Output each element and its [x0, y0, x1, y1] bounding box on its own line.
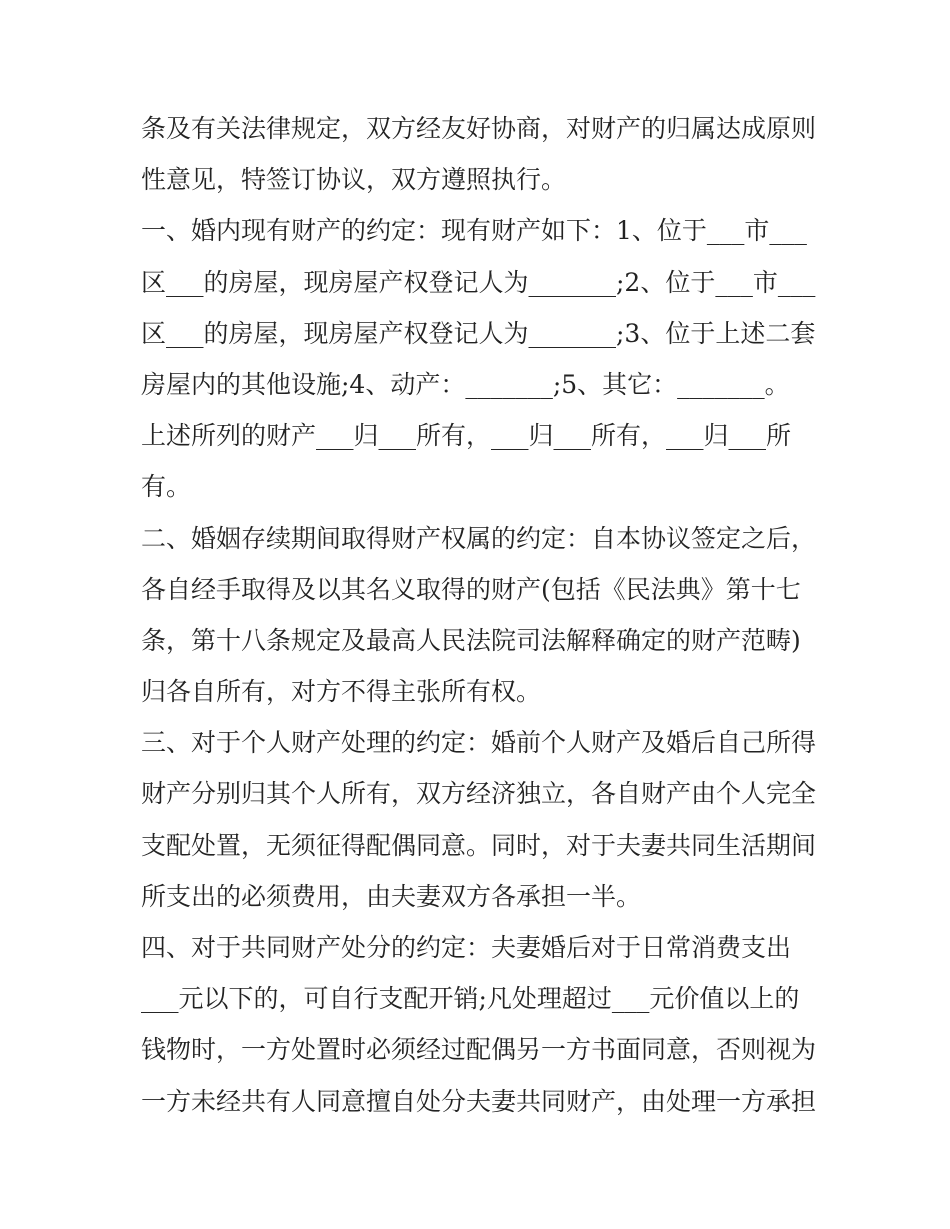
text-line: 房屋内的其他设施;4、动产：_______;5、其它：_______。 — [141, 369, 790, 399]
text-line: 区___的房屋，现房屋产权登记人为_______;2、位于___市___ — [141, 267, 816, 297]
text-line: 区___的房屋，现房屋产权登记人为_______;3、位于上述二套 — [141, 318, 816, 348]
text-line: 一、婚内现有财产的约定：现有财产如下：1、位于___市___ — [141, 216, 807, 246]
text-line: ___元以下的，可自行支配开销;凡处理超过___元价值以上的 — [141, 984, 800, 1014]
text-line: 三、对于个人财产处理的约定：婚前个人财产及婚后自己所得 — [141, 728, 817, 758]
text-line: 钱物时，一方处置时必须经过配偶另一方书面同意，否则视为 — [141, 1035, 817, 1065]
text-line: 上述所列的财产___归___所有，___归___所有，___归___所 — [141, 421, 792, 451]
document-body — [141, 103, 821, 1127]
text-line: 归各自所有，对方不得主张所有权。 — [141, 677, 542, 707]
text-line: 有。 — [141, 472, 192, 502]
text-line: 支配处置，无须征得配偶同意。同时，对于夫妻共同生活期间 — [141, 830, 817, 860]
text-line: 二、婚姻存续期间取得财产权属的约定：自本协议签定之后， — [141, 523, 817, 553]
text-line: 条及有关法律规定，双方经友好协商，对财产的归属达成原则 — [141, 114, 817, 143]
text-line: 一方未经共有人同意擅自处分夫妻共同财产，由处理一方承担 — [141, 1086, 817, 1116]
text-line: 所支出的必须费用，由夫妻双方各承担一半。 — [141, 881, 642, 911]
text-line: 各自经手取得及以其名义取得的财产(包括《民法典》第十七 — [141, 574, 801, 604]
text-line: 四、对于共同财产处分的约定：夫妻婚后对于日常消费支出 — [141, 933, 792, 962]
text-line: 财产分别归其个人所有，双方经济独立，各自财产由个人完全 — [141, 779, 817, 809]
text-line: 性意见，特签订协议，双方遵照执行。 — [141, 165, 567, 195]
text-line: 条，第十八条规定及最高人民法院司法解释确定的财产范畴) — [141, 625, 801, 655]
